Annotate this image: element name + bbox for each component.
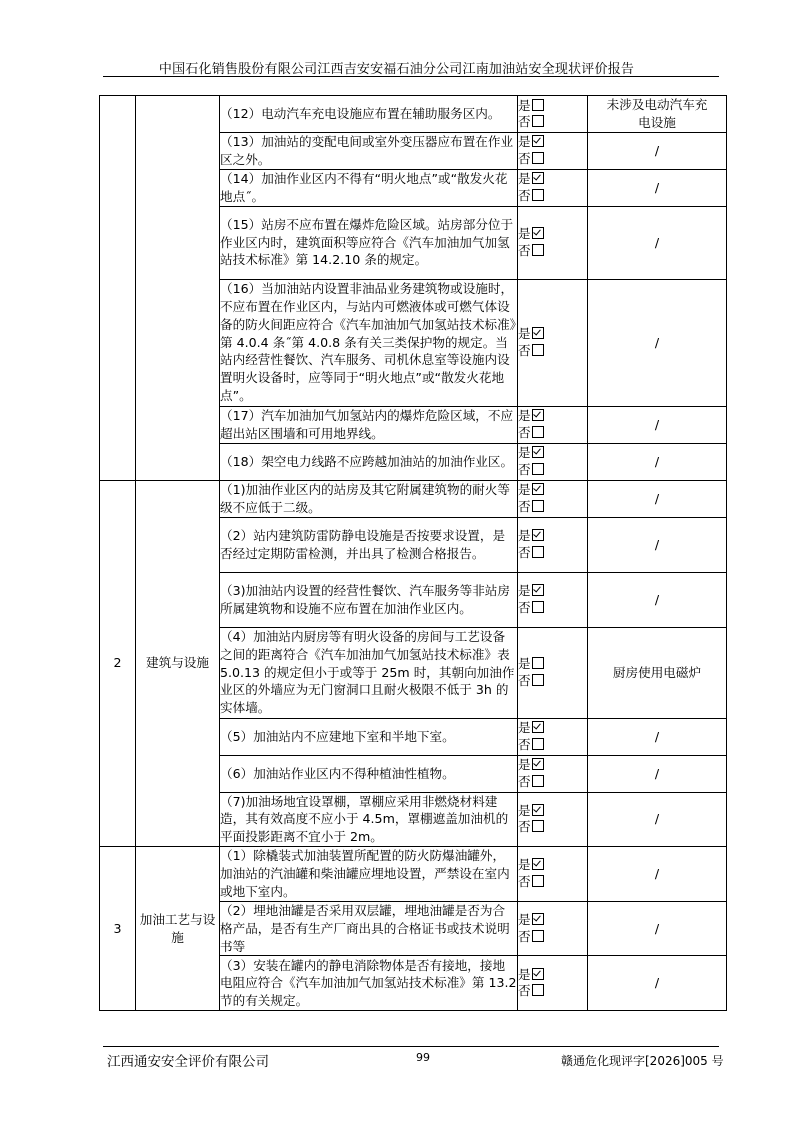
result-cell [518, 901, 588, 955]
option-no-label: 否 [518, 672, 531, 688]
checklist-body [100, 96, 727, 1011]
option-no-label: 否 [518, 187, 531, 203]
checked-checkbox-icon[interactable] [532, 913, 544, 925]
empty-checkbox-icon[interactable] [532, 875, 544, 887]
remark-text: / [588, 517, 727, 572]
remark-text: / [588, 718, 727, 755]
remark-text: / [588, 901, 727, 955]
result-cell [518, 279, 588, 406]
option-yes [518, 720, 587, 737]
header-divider [103, 76, 719, 77]
empty-checkbox-icon[interactable] [532, 189, 544, 201]
empty-checkbox-icon[interactable] [532, 984, 544, 996]
option-yes-label: 是 [518, 528, 531, 544]
remark-text: / [588, 572, 727, 627]
empty-checkbox-icon[interactable] [532, 738, 544, 750]
option-yes [518, 757, 587, 774]
option-no [518, 343, 587, 360]
option-no [518, 774, 587, 791]
option-yes [518, 134, 587, 151]
requirement-text: （4）加油站内厨房等有明火设备的房间与工艺设备之间的距离符合《汽车加油加气加氢站技术标准》表 5.0.13 的规定但小于或等于 25m 时，其朝向加油作业区的外墙应为无门窗洞口且耐火极限不低于 3h 的实体墙。 [220, 627, 518, 718]
option-yes-label: 是 [518, 482, 531, 498]
requirement-text: （2）站内建筑防雷防静电设施是否按要求设置，是否经过定期防雷检测，并出具了检测合格报告。 [220, 517, 518, 572]
empty-checkbox-icon[interactable] [532, 115, 544, 127]
table-row [100, 96, 727, 133]
empty-checkbox-icon[interactable] [532, 820, 544, 832]
result-cell [518, 206, 588, 279]
option-yes-label: 是 [518, 857, 531, 873]
requirement-text: （7)加油场地宜设罩棚，罩棚应采用非燃烧材料建造，其有效高度不应小于 4.5m，罩棚遮盖加油机的平面投影距离不宜小于 2m。 [220, 792, 518, 846]
result-cell [518, 718, 588, 755]
requirement-text: （17）汽车加油加气加氢站内的爆炸危险区域，不应超出站区围墙和可用地界线。 [220, 406, 518, 443]
checked-checkbox-icon[interactable] [532, 804, 544, 816]
result-cell [518, 443, 588, 480]
option-no-label: 否 [518, 983, 531, 999]
option-no-label: 否 [518, 114, 531, 129]
option-no [518, 425, 587, 442]
requirement-text: （1）除橇装式加油装置所配置的防火防爆油罐外，加油站的汽油罐和柴油罐应埋地设置，严禁设在室内或地下室内。 [220, 846, 518, 901]
option-no [518, 673, 587, 690]
option-yes-label: 是 [518, 226, 531, 242]
option-no-label: 否 [518, 150, 531, 166]
result-cell [518, 133, 588, 170]
requirement-text: （2）埋地油罐是否采用双层罐，埋地油罐是否为合格产品，是否有生产厂商出具的合格证书或技术说明书等 [220, 901, 518, 955]
option-yes [518, 171, 587, 188]
empty-checkbox-icon[interactable] [532, 244, 544, 256]
option-no-label: 否 [518, 342, 531, 358]
option-yes [518, 912, 587, 929]
option-yes [518, 583, 587, 600]
remark-text: / [588, 133, 727, 170]
requirement-text: （13）加油站的变配电间或室外变压器应布置在作业区之外。 [220, 133, 518, 170]
checked-checkbox-icon[interactable] [532, 327, 544, 339]
option-no-label: 否 [518, 242, 531, 258]
checklist-table [99, 95, 727, 1011]
empty-checkbox-icon[interactable] [532, 344, 544, 356]
remark-text: / [588, 169, 727, 206]
result-cell [518, 96, 588, 133]
table-row [100, 846, 727, 901]
option-yes-label: 是 [518, 912, 531, 928]
option-no [518, 819, 587, 836]
empty-checkbox-icon[interactable] [532, 99, 544, 111]
option-yes-label: 是 [518, 802, 531, 818]
result-cell [518, 956, 588, 1011]
remark-text: / [588, 956, 727, 1011]
remark-text: / [588, 846, 727, 901]
result-cell [518, 627, 588, 718]
option-no-label: 否 [518, 498, 531, 514]
remark-text: / [588, 279, 727, 406]
option-yes-label: 是 [518, 656, 531, 672]
option-yes-label: 是 [518, 326, 531, 342]
option-yes [518, 226, 587, 243]
option-no-label: 否 [518, 736, 531, 752]
option-yes [518, 967, 587, 984]
requirement-text: （3)加油站内设置的经营性餐饮、汽车服务等非站房所属建筑物和设施不应布置在加油作业区内。 [220, 572, 518, 627]
checked-checkbox-icon[interactable] [532, 721, 544, 733]
option-no [518, 499, 587, 516]
result-cell [518, 755, 588, 792]
empty-checkbox-icon[interactable] [532, 426, 544, 438]
checked-checkbox-icon[interactable] [532, 135, 544, 147]
option-no [518, 874, 587, 891]
result-cell [518, 517, 588, 572]
option-yes-label: 是 [518, 408, 531, 424]
remark-text: 未涉及电动汽车充电设施 [588, 96, 727, 133]
remark-text: / [588, 792, 727, 846]
option-no-label: 否 [518, 819, 531, 835]
section-number: 3 [100, 846, 136, 1010]
option-no-label: 否 [518, 773, 531, 789]
section-category: 建筑与设施 [136, 480, 220, 846]
checked-checkbox-icon[interactable] [532, 483, 544, 495]
option-yes-label: 是 [518, 97, 531, 113]
table-row [100, 480, 727, 517]
option-yes [518, 482, 587, 499]
option-no [518, 114, 587, 131]
checked-checkbox-icon[interactable] [532, 529, 544, 541]
remark-text: / [588, 755, 727, 792]
remark-text: / [588, 206, 727, 279]
option-yes-label: 是 [518, 583, 531, 599]
option-yes-label: 是 [518, 134, 531, 150]
checked-checkbox-icon[interactable] [532, 446, 544, 458]
checked-checkbox-icon[interactable] [532, 858, 544, 870]
empty-checkbox-icon[interactable] [532, 546, 544, 558]
requirement-text: （15）站房不应布置在爆炸危险区域。站房部分位于作业区内时，建筑面积等应符合《汽车加油加气加氢站技术标准》第 14.2.10 条的规定。 [220, 206, 518, 279]
empty-checkbox-icon[interactable] [532, 601, 544, 613]
option-no [518, 929, 587, 946]
empty-checkbox-icon[interactable] [532, 657, 544, 669]
option-no-label: 否 [518, 544, 531, 560]
remark-text: / [588, 406, 727, 443]
option-no [518, 462, 587, 479]
remark-text: / [588, 480, 727, 517]
option-no-label: 否 [518, 928, 531, 944]
option-yes [518, 803, 587, 820]
option-yes [518, 857, 587, 874]
option-yes-label: 是 [518, 720, 531, 736]
result-cell [518, 169, 588, 206]
requirement-text: （18）架空电力线路不应跨越加油站的加油作业区。 [220, 443, 518, 480]
result-cell [518, 572, 588, 627]
option-yes [518, 528, 587, 545]
option-yes-label: 是 [518, 966, 531, 982]
option-yes [518, 98, 587, 115]
checked-checkbox-icon[interactable] [532, 758, 544, 770]
option-no [518, 545, 587, 562]
option-no [518, 243, 587, 260]
remark-text: / [588, 443, 727, 480]
option-no [518, 188, 587, 205]
empty-checkbox-icon[interactable] [532, 930, 544, 942]
checked-checkbox-icon[interactable] [532, 968, 544, 980]
option-yes [518, 326, 587, 343]
result-cell [518, 406, 588, 443]
option-no-label: 否 [518, 873, 531, 889]
empty-checkbox-icon[interactable] [532, 674, 544, 686]
option-no-label: 否 [518, 424, 531, 440]
requirement-text: （3）安装在罐内的静电消除物体是否有接地，接地电阻应符合《汽车加油加气加氢站技术标准》第 13.2 节的有关规定。 [220, 956, 518, 1011]
option-yes [518, 656, 587, 673]
result-cell [518, 792, 588, 846]
option-no [518, 983, 587, 1000]
option-yes-label: 是 [518, 757, 531, 773]
empty-checkbox-icon[interactable] [532, 775, 544, 787]
option-no-label: 否 [518, 461, 531, 477]
remark-text: 厨房使用电磁炉 [588, 627, 727, 718]
option-no [518, 737, 587, 754]
option-no [518, 600, 587, 617]
empty-checkbox-icon[interactable] [532, 463, 544, 475]
footer-company: 江西通安安全评价有限公司 [107, 1054, 269, 1070]
result-cell [518, 480, 588, 517]
result-cell [518, 846, 588, 901]
option-no [518, 151, 587, 168]
checked-checkbox-icon[interactable] [532, 409, 544, 421]
empty-checkbox-icon[interactable] [532, 152, 544, 164]
section-category [136, 96, 220, 481]
option-yes-label: 是 [518, 445, 531, 461]
requirement-text: （16）当加油站内设置非油品业务建筑物或设施时，不应布置在作业区内，与站内可燃液体或可燃气体设备的防火间距应符合《汽车加油加气加氢站技术标准》第 4.0.4 条˝第 4.0.8 条有关三类保护物的规定。当站内经营性餐饮、汽车服务、司机休息室等设施内设置明火设备时，应等同于“明火地点”或“散发火花地点”。 [220, 279, 518, 406]
section-category: 加油工艺与设施 [136, 846, 220, 1010]
checked-checkbox-icon[interactable] [532, 227, 544, 239]
checked-checkbox-icon[interactable] [532, 584, 544, 596]
requirement-text: （5）加油站内不应建地下室和半地下室。 [220, 718, 518, 755]
requirement-text: （6）加油站作业区内不得种植油性植物。 [220, 755, 518, 792]
footer-doc-number: 赣通危化现评字[2026]005 号 [561, 1054, 724, 1068]
requirement-text: （12）电动汽车充电设施应布置在辅助服务区内。 [220, 96, 518, 133]
requirement-text: （14）加油作业区内不得有“明火地点”或“散发火花地点˝。 [220, 169, 518, 206]
option-no-label: 否 [518, 599, 531, 615]
option-yes [518, 445, 587, 462]
page-number: 99 [416, 1051, 430, 1064]
footer-divider [103, 1046, 719, 1047]
page-header-title: 中国石化销售股份有限公司江西吉安安福石油分公司江南加油站安全现状评价报告 [158, 62, 635, 77]
option-yes [518, 408, 587, 425]
requirement-text: （1)加油作业区内的站房及其它附属建筑物的耐火等级不应低于二级。 [220, 480, 518, 517]
section-number [100, 96, 136, 481]
empty-checkbox-icon[interactable] [532, 500, 544, 512]
checked-checkbox-icon[interactable] [532, 172, 544, 184]
option-yes-label: 是 [518, 171, 531, 187]
section-number: 2 [100, 480, 136, 846]
